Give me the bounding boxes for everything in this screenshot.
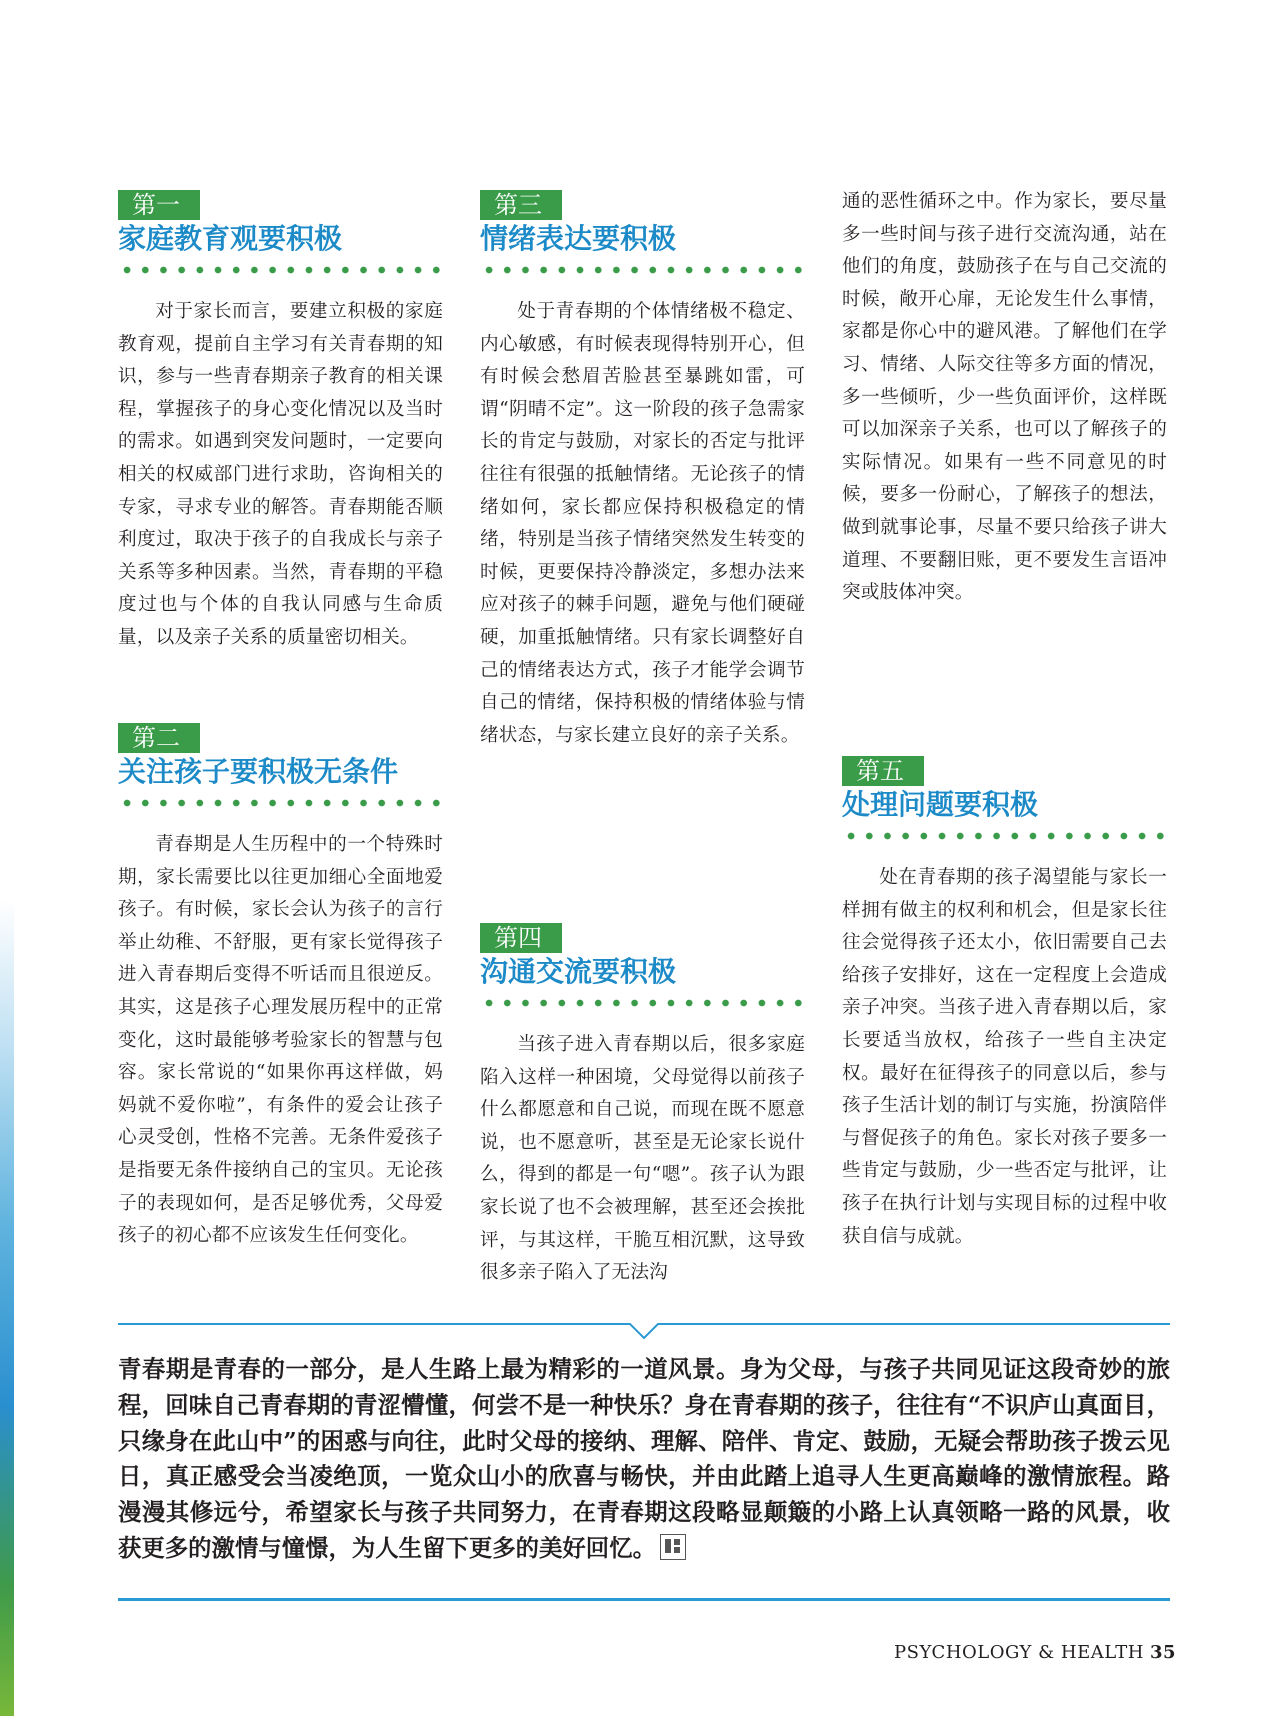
summary-text: 青春期是青春的一部分，是人生路上最为精彩的一道风景。身为父母，与孩子共同见证这段奇妙的旅程，回味自己青春期的青涩懵懂，何尝不是一种快乐？身在青春期的孩子，往往有“不识庐山真面目，只缘身在此山中”的困惑与向往，此时父母的接纳、理解、陪伴、肯定、鼓励，无疑会帮助孩子拨云见日，真正感受会当凌绝顶，一览众山小的欣喜与畅快，并由此踏上追寻人生更高巅峰的激情旅程。路漫漫其修远兮，希望家长与孩子共同努力，在青春期这段略显颠簸的小路上认真领略一路的风景，收获更多的激情与憧憬，为人生留下更多的美好回忆。 [118, 1355, 1170, 1562]
paragraph: 当孩子进入青春期以后，很多家庭陷入这样一种困境，父母觉得以前孩子什么都愿意和自己说，而现在既不愿意说，也不愿意听，甚至是无论家长说什么，得到的都是一句“嗯”。孩子认为跟家长说了也不会被理解，甚至还会挨批评，与其这样，干脆互相沉默，这导致很多亲子陷入了无法沟 [480, 1034, 805, 1284]
page-number: 35 [1149, 1642, 1176, 1663]
section-body [480, 296, 805, 752]
section-tag: 第一 [118, 190, 200, 220]
section-4 [480, 923, 805, 1290]
section-tag: 第四 [480, 923, 562, 953]
section-4-continued [842, 186, 1167, 610]
magazine-name: PSYCHOLOGY & HEALTH [894, 1642, 1144, 1663]
section-title: 家庭教育观要积极 [118, 222, 343, 255]
section-body [480, 1029, 805, 1290]
section-5 [842, 756, 1167, 1253]
section-body [842, 186, 1167, 610]
paragraph-continuation: 通的恶性循环之中。作为家长，要尽量多一些时间与孩子进行交流沟通，站在他们的角度，鼓励孩子在与自己交流的时候，敞开心扉，无论发生什么事情，家都是你心中的避风港。了解他们在学习、情绪、人际交往等多方面的情况，多一些倾听，少一些负面评价，这样既可以加深亲子关系，也可以了解孩子的实际情况。如果有一些不同意见的时候，要多一份耐心，了解孩子的想法，做到就事论事，尽量不要只给孩子讲大道理、不要翻旧账，更不要发生言语冲突或肢体冲突。 [842, 191, 1167, 604]
paragraph: 对于家长而言，要建立积极的家庭教育观，提前自主学习有关青春期的知识，参与一些青春期亲子教育的相关课程，掌握孩子的身心变化情况以及当时的需求。如遇到突发问题时，一定要向相关的权威部门进行求助，咨询相关的专家，寻求专业的解答。青春期能否顺利度过，取决于孩子的自我成长与亲子关系等多种因素。当然，青春期的平稳度过也与个体的自我认同感与生命质量，以及亲子关系的质量密切相关。 [118, 301, 443, 648]
paragraph: 处在青春期的孩子渴望能与家长一样拥有做主的权利和机会，但是家长往往会觉得孩子还太小，依旧需要自己去给孩子安排好，这在一定程度上会造成亲子冲突。当孩子进入青春期以后，家长要适当放权，给孩子一些自主决定权。最好在征得孩子的同意以后，参与孩子生活计划的制订与实施，扮演陪伴与督促孩子的角色。家长对孩子要多一些肯定与鼓励，少一些否定与批评，让孩子在执行计划与实现目标的过程中收获自信与成就。 [842, 867, 1167, 1247]
section-1 [118, 190, 443, 655]
dotted-divider [842, 830, 1167, 842]
section-title: 沟通交流要积极 [480, 955, 677, 988]
section-tag: 第五 [842, 756, 924, 786]
section-body [842, 862, 1167, 1253]
end-mark-icon [660, 1534, 686, 1560]
paragraph: 处于青春期的个体情绪极不稳定、内心敏感，有时候表现得特别开心，但有时候会愁眉苦脸甚至暴跳如雷，可谓“阴晴不定”。这一阶段的孩子急需家长的肯定与鼓励，对家长的否定与批评往往有很强的抵触情绪。无论孩子的情绪如何，家长都应保持积极稳定的情绪，特别是当孩子情绪突然发生转变的时候，更要保持冷静淡定，多想办法来应对孩子的棘手问题，避免与他们硬碰硬，加重抵触情绪。只有家长调整好自己的情绪表达方式，孩子才能学会调节自己的情绪，保持积极的情绪体验与情绪状态，与家长建立良好的亲子关系。 [480, 301, 805, 746]
section-title: 处理问题要积极 [842, 788, 1039, 821]
page-footer [894, 1642, 1176, 1663]
summary-divider [118, 1322, 1170, 1342]
summary-paragraph [118, 1352, 1170, 1567]
section-2 [118, 723, 443, 1253]
section-tag: 第三 [480, 190, 562, 220]
section-title: 关注孩子要积极无条件 [118, 755, 399, 788]
section-3 [480, 190, 805, 752]
section-body [118, 296, 443, 655]
dotted-divider [480, 264, 805, 276]
dotted-divider [118, 264, 443, 276]
dotted-divider [118, 797, 443, 809]
paragraph: 青春期是人生历程中的一个特殊时期，家长需要比以往更加细心全面地爱孩子。有时候，家长会认为孩子的言行举止幼稚、不舒服，更有家长觉得孩子进入青春期后变得不听话而且很逆反。其实，这是孩子心理发展历程中的正常变化，这时最能够考验家长的智慧与包容。家长常说的“如果你再这样做，妈妈就不爱你啦”，有条件的爱会让孩子心灵受创，性格不完善。无条件爱孩子是指要无条件接纳自己的宝贝。无论孩子的表现如何，是否足够优秀，父母爱孩子的初心都不应该发生任何变化。 [118, 834, 443, 1247]
section-tag: 第二 [118, 723, 200, 753]
dotted-divider [480, 997, 805, 1009]
section-body [118, 829, 443, 1253]
bottom-rule [118, 1598, 1170, 1601]
page-edge-decoration [0, 900, 14, 1716]
section-title: 情绪表达要积极 [480, 222, 677, 255]
